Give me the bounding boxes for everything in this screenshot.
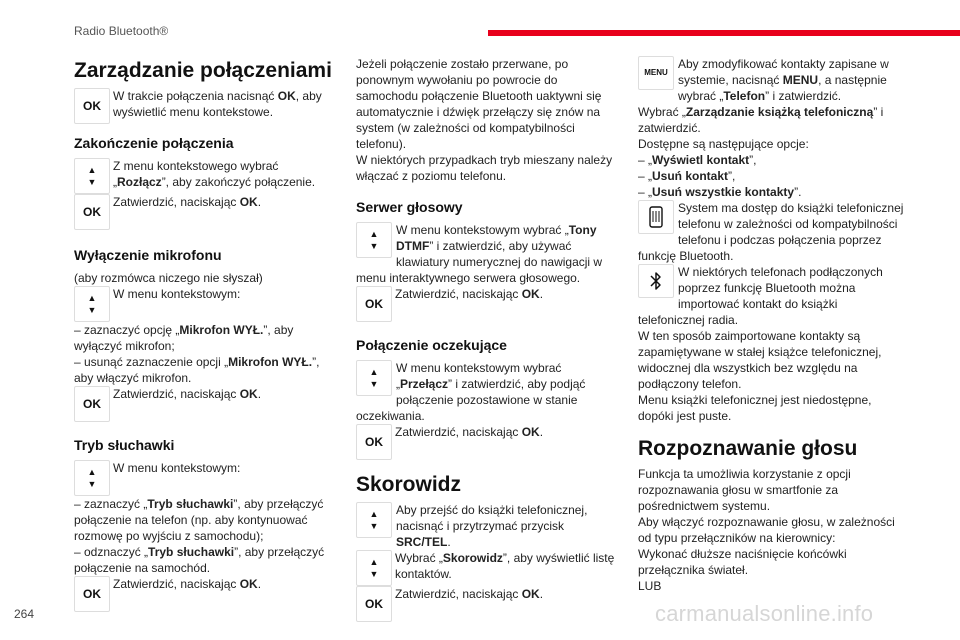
confirm-instruction: OK Zatwierdzić, naciskając OK. [356,286,618,322]
column-2 [356,56,618,622]
mic-note: (aby rozmówca niczego nie słyszał) [74,271,263,285]
empty-phonebook-note: Menu książki telefonicznej jest niedostępne, dopóki jest puste. [638,393,872,423]
option-delete-all: – „Usuń wszystkie kontakty”. [638,185,802,199]
heading-end-call: Zakończenie połączenia [74,135,234,151]
call-waiting-instruction: ▲ ▼ W menu kontekstowym wybrać „Przełącz” i zatwierdzić, aby podjąć połączenie pozostawione w stanie oczekiwania. [356,361,586,423]
ok-button-icon: OK [74,576,110,612]
page-number: 264 [14,607,35,621]
dtmf-instruction: ▲ ▼ W menu kontekstowym wybrać „Tony DTMF” i zatwierdzić, aby używać klawiatury numerycznej do nawigacji w menu interaktywnego serwera głosowego. [356,223,603,285]
smartphone-icon [638,200,674,234]
directory-instruction: ▲ ▼ Aby przejść do książki telefonicznej, nacisnąć i przytrzymać przycisk SRC/TEL. [356,502,618,550]
column-1 [74,56,332,612]
option-view-contact: – „Wyświetl kontakt”, [638,153,757,167]
contacts-list-instruction: ▲ ▼ Wybrać „Skorowidz”, aby wyświetlić listę kontaktów. [356,550,618,586]
confirm-instruction: OK Zatwierdzić, naciskając OK. [356,424,618,460]
confirm-instruction: OK Zatwierdzić, naciskając OK. [74,386,332,422]
confirm-instruction: OK Zatwierdzić, naciskając OK. [74,194,332,230]
up-down-arrows-icon: ▲ ▼ [356,550,392,586]
reconnect-paragraph: Jeżeli połączenie zostało przerwane, po ponownym wywołaniu po powrocie do samochodu połączenie Bluetooth uaktywni się automatycznie i dźwięk przełączy się znów na system (w zależności od kompatybilności telefonu). [356,57,602,151]
header-title: Radio Bluetooth® [74,24,169,38]
heading-voice-server: Serwer głosowy [356,199,463,215]
confirm-instruction: OK Zatwierdzić, naciskając OK. [74,576,332,612]
handset-option-1: – zaznaczyć „Tryb słuchawki”, aby przełączyć połączenie na telefon (np. aby kontynuować rozmowę po wyjściu z samochodu); [74,497,324,543]
handset-option-2: – odznaczyć „Tryb słuchawki”, aby przełączyć połączenie na samochód. [74,545,325,575]
mic-context-menu: ▲ ▼ W menu kontekstowym: [74,286,332,322]
watermark: carmanualsonline.info [655,601,874,626]
heading-voice-recognition: Rozpoznawanie głosu [638,437,858,460]
heading-call-waiting: Połączenie oczekujące [356,337,507,353]
ok-button-icon: OK [74,88,110,124]
menu-button-icon: MENU [638,56,674,90]
voice-p2: Aby włączyć rozpoznawanie głosu, w zależności od typu przełączników na kierownicy: [638,515,895,545]
end-call-instruction: ▲ ▼ Z menu kontekstowego wybrać „Rozłącz”, aby zakończyć połączenie. [74,158,332,194]
ok-button-icon: OK [356,424,392,460]
ok-button-icon: OK [74,194,110,230]
up-down-arrows-icon: ▲ ▼ [74,460,110,496]
imported-contacts-note: W ten sposób zaimportowane kontakty są zapamiętywane w stałej książce telefonicznej, widocznej dla wszystkich bez względu na podłączony telefon. [638,329,882,391]
heading-mute-mic: Wyłączenie mikrofonu [74,247,222,263]
handset-context-menu: ▲ ▼ W menu kontekstowym: [74,460,332,496]
confirm-instruction: OK Zatwierdzić, naciskając OK. [356,586,618,622]
heading-directory: Skorowidz [356,473,462,496]
ok-instruction: OK W trakcie połączenia nacisnąć OK, aby wyświetlić menu kontekstowe. [74,88,332,124]
voice-p1: Funkcja ta umożliwia korzystanie z opcji rozpoznawania głosu w smartfonie za pośrednictwem systemu. [638,467,851,513]
voice-or: LUB [638,579,662,593]
voice-p3: Wykonać dłuższe naciśnięcie końcówki przełącznika świateł. [638,547,847,577]
up-down-arrows-icon: ▲ ▼ [356,502,392,538]
options-intro: Dostępne są następujące opcje: [638,137,809,151]
mixed-mode-paragraph: W niektórych przypadkach tryb mieszany należy włączać z poziomu telefonu. [356,153,613,183]
mic-option-2: – usunąć zaznaczenie opcji „Mikrofon WYŁ.”, aby włączyć mikrofon. [74,355,320,385]
option-delete-contact: – „Usuń kontakt”, [638,169,736,183]
heading-handset-mode: Tryb słuchawki [74,437,175,453]
ok-button-icon: OK [356,286,392,322]
ok-button-icon: OK [74,386,110,422]
phone-note: System ma dostęp do książki telefonicznej telefonu w zależności od kompatybilności telefonu i podczas połączenia poprzez funkcję Bluetooth. [638,201,904,263]
bluetooth-note: W niektórych telefonach podłączonych poprzez funkcję Bluetooth można importować kontakt do książki telefonicznej radia. [638,265,883,327]
ok-button-icon: OK [356,586,392,622]
up-down-arrows-icon: ▲ ▼ [74,158,110,194]
heading-call-management: Zarządzanie połączeniami [74,59,332,82]
bluetooth-icon [638,264,674,298]
header-red-bar [488,30,960,36]
modify-contacts-instruction: MENU Aby zmodyfikować kontakty zapisane w systemie, nacisnąć MENU, a następnie wybrać „Telefon” i zatwierdzić. [638,56,904,104]
select-phonebook: Wybrać „Zarządzanie książką telefoniczną” i zatwierdzić. [638,105,884,135]
mic-option-1: – zaznaczyć opcję „Mikrofon WYŁ.”, aby wyłączyć mikrofon; [74,323,294,353]
up-down-arrows-icon: ▲ ▼ [74,286,110,322]
column-3 [638,56,904,594]
up-down-arrows-icon: ▲ ▼ [356,222,392,258]
up-down-arrows-icon: ▲ ▼ [356,360,392,396]
